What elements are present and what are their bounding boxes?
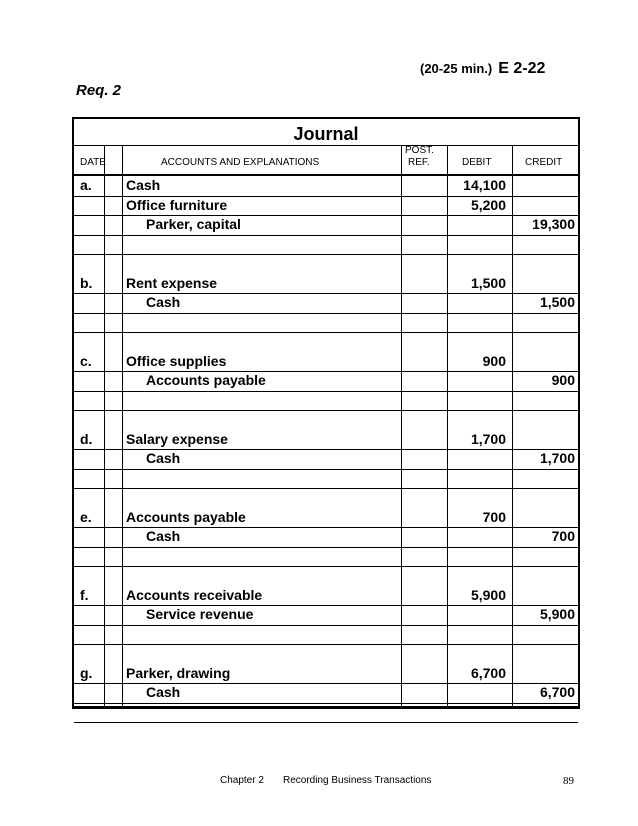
footer-title: Recording Business Transactions [283, 775, 432, 786]
title-separator [74, 145, 578, 146]
col-divider-post [401, 146, 402, 706]
entry-date: f. [80, 586, 89, 603]
col-divider-date [104, 146, 105, 706]
account-name: Cash [126, 177, 161, 193]
column-header-ref: REF. [408, 157, 430, 168]
account-name: Parker, drawing [126, 664, 231, 681]
row-divider [74, 625, 578, 626]
account-name: Service revenue [146, 606, 254, 622]
column-header-accounts: ACCOUNTS AND EXPLANATIONS [161, 157, 320, 168]
account-name: Accounts receivable [126, 586, 263, 603]
exercise-header [420, 60, 545, 78]
account-name: Salary expense [126, 430, 228, 447]
footer-chapter: Chapter 2 [220, 775, 264, 786]
entry-date: b. [80, 274, 93, 291]
debit-amount: 14,100 [463, 177, 506, 193]
row-divider [74, 449, 578, 450]
column-header-date: DATE [80, 157, 106, 168]
row-divider [74, 371, 578, 372]
row-divider [74, 566, 578, 567]
row-divider [74, 313, 578, 314]
row-divider [74, 235, 578, 236]
row-divider [74, 293, 578, 294]
row-divider [74, 410, 578, 411]
account-name: Cash [146, 684, 181, 700]
row-divider [74, 469, 578, 470]
journal-table [72, 117, 580, 709]
credit-amount: 5,900 [539, 606, 575, 622]
credit-amount: 6,700 [539, 684, 575, 700]
debit-amount: 6,700 [470, 664, 506, 681]
entry-date: c. [80, 352, 92, 369]
account-name: Parker, capital [146, 216, 241, 232]
row-divider [74, 254, 578, 255]
header-separator [74, 174, 578, 176]
journal-title: Journal [293, 124, 359, 144]
col-divider-debit [447, 146, 448, 706]
row-divider [74, 605, 578, 606]
row-divider [74, 527, 578, 528]
entry-date: d. [80, 430, 93, 447]
account-name: Office supplies [126, 352, 227, 369]
row-divider [74, 683, 578, 684]
account-name: Cash [146, 528, 181, 544]
entry-date: a. [80, 177, 92, 193]
row-divider [74, 703, 578, 704]
debit-amount: 5,200 [470, 196, 506, 213]
debit-amount: 700 [482, 508, 506, 525]
debit-amount: 1,700 [470, 430, 506, 447]
row-divider [74, 391, 578, 392]
account-name: Accounts payable [126, 508, 246, 525]
entry-date: e. [80, 508, 92, 525]
row-divider [74, 722, 578, 723]
account-name: Accounts payable [146, 372, 266, 388]
column-header-post: POST. [405, 145, 434, 156]
credit-amount: 700 [551, 528, 575, 544]
row-divider [74, 547, 578, 548]
account-name: Office furniture [126, 196, 228, 213]
credit-amount: 1,500 [539, 294, 575, 310]
debit-amount: 5,900 [470, 586, 506, 603]
credit-amount: 1,700 [539, 450, 575, 466]
column-header-credit: CREDIT [525, 157, 563, 168]
account-name: Rent expense [126, 274, 218, 291]
account-name: Cash [146, 294, 181, 310]
debit-amount: 900 [482, 352, 506, 369]
page-number: 89 [563, 775, 574, 787]
column-header-debit: DEBIT [462, 157, 492, 168]
row-divider [74, 644, 578, 645]
exercise-number: E 2-22 [498, 60, 546, 77]
row-divider [74, 196, 578, 197]
row-divider [74, 215, 578, 216]
row-divider [74, 488, 578, 489]
entry-date: g. [80, 664, 93, 681]
row-divider [74, 332, 578, 333]
credit-amount: 900 [551, 372, 575, 388]
requirement-label: Req. 2 [76, 82, 122, 99]
col-divider-accounts [122, 146, 123, 706]
credit-amount: 19,300 [532, 216, 575, 232]
debit-amount: 1,500 [470, 274, 506, 291]
time-estimate: (20-25 min.) [420, 61, 493, 76]
account-name: Cash [146, 450, 181, 466]
